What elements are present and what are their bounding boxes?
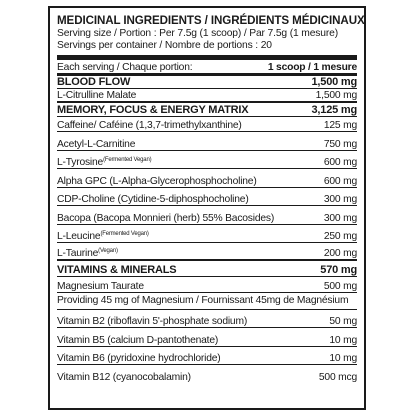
ingredient-row [57,276,357,292]
serving-size: Serving size / Portion : Per 7.5g (1 scoop) / Par 7.5g (1 mesure) [57,28,338,39]
section-vitamins-minerals [57,259,357,276]
ingredient-amount: 50 mg [329,316,357,328]
panel-title: MEDICINAL INGREDIENTS / INGRÉDIENTS MÉDICINAUX [57,14,365,27]
ingredient-name: Magnesium Taurate [57,280,144,292]
ingredient-amount: 500 mcg [318,371,357,383]
section-amount: 3,125 mg [311,103,357,116]
ingredient-amount: 10 mg [329,353,357,365]
ingredient-name: Acetyl-L-Carnitine [57,138,136,150]
ingredient-row [57,88,357,101]
ingredient-name-text: L-Leucine [57,231,101,243]
ingredient-name [57,157,151,168]
ingredient-amount: 600 mg [323,175,357,187]
ingredient-amount: 10 mg [329,334,357,346]
section-amount: 1,500 mg [311,76,357,88]
ingredient-amount: 500 mg [323,280,357,292]
section-memory-focus-energy [57,101,357,116]
ingredient-name: Vitamin B12 (cyanocobalamin) [57,371,191,383]
section-name: BLOOD FLOW [57,76,131,88]
ingredient-row [57,150,357,169]
ingredient-note: (Vegan) [98,248,118,255]
ingredient-row [57,168,357,187]
ingredient-note-row [57,292,357,309]
ingredient-name [57,248,118,259]
ingredient-row [57,205,357,224]
ingredient-amount: 300 mg [323,212,357,224]
ingredient-amount: 1,500 mg [315,89,357,101]
ingredient-name: Alpha GPC (L-Alpha-Glycerophosphocholine) [57,175,257,187]
section-name: VITAMINS & MINERALS [57,264,177,277]
serving-header-amount: 1 scoop / 1 mesure [267,62,357,73]
ingredient-name-text: L-Tyrosine [57,157,104,169]
servings-per-container: Servings per container / Nombre de portions : 20 [57,40,272,51]
ingredient-name-text: L-Taurine [57,248,99,260]
ingredient-amount: 600 mg [323,157,357,169]
ingredient-amount: 200 mg [323,248,357,260]
ingredient-name: CDP-Choline (Cytidine-5-diphosphocholine) [57,194,249,206]
ingredient-row [57,364,357,383]
ingredient-name [57,231,149,242]
section-blood-flow [57,73,357,88]
ingredient-name: Vitamin B2 (riboflavin 5'-phosphate sodium) [57,316,248,328]
ingredients-panel [48,6,366,410]
ingredient-row [57,116,357,132]
ingredient-row [57,309,357,328]
ingredient-name: Vitamin B5 (calcium D-pantothenate) [57,334,219,346]
ingredient-row [57,242,357,259]
ingredient-row [57,187,357,206]
ingredient-amount: 300 mg [323,194,357,206]
section-name: MEMORY, FOCUS & ENERGY MATRIX [57,103,249,116]
section-amount: 570 mg [320,264,357,277]
ingredient-name: Vitamin B6 (pyridoxine hydrochloride) [57,353,221,365]
ingredient-note: (Fermented Vegan) [103,157,152,164]
ingredient-name: Bacopa (Bacopa Monnieri (herb) 55% Bacosides) [57,212,275,224]
ingredient-name: Caffeine/ Caféine (1,3,7-trimethylxanthine) [57,120,242,132]
ingredient-row [57,327,357,346]
ingredient-note: (Fermented Vegan) [100,231,149,238]
ingredient-row [57,346,357,365]
magnesium-note: Providing 45 mg of Magnesium / Fournissant 45mg de Magnésium [57,295,349,307]
ingredient-amount: 250 mg [323,231,357,243]
serving-header-row [57,60,357,73]
ingredient-row [57,131,357,150]
ingredient-amount: 750 mg [323,138,357,150]
serving-header-label: Each serving / Chaque portion: [57,62,193,73]
ingredient-name: L-Citrulline Malate [57,89,137,101]
ingredient-amount: 125 mg [323,120,357,132]
ingredient-row [57,224,357,243]
